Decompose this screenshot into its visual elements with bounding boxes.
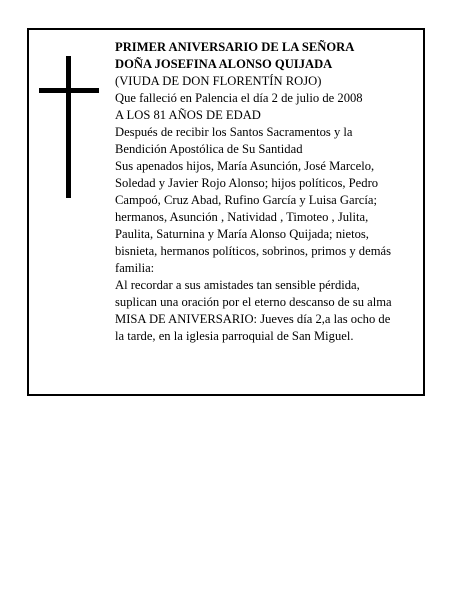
cross-vertical-bar <box>66 56 71 198</box>
family-line-1: Sus apenados hijos, María Asunción, José Marcelo, <box>115 159 375 173</box>
prayer-line-2: suplican una oración por el eterno descanso de su alma <box>115 295 392 309</box>
notice-title: PRIMER ANIVERSARIO DE LA SEÑORA <box>115 40 355 54</box>
notice-text <box>115 39 419 345</box>
family-line-5: Paulita, Saturnina y María Alonso Quijada; nietos, <box>115 227 369 241</box>
prayer-line-1: Al recordar a sus amistades tan sensible pérdida, <box>115 278 360 292</box>
mass-line-1: MISA DE ANIVERSARIO: Jueves día 2,a las ocho de <box>115 312 391 326</box>
sacraments-line-2: Bendición Apostólica de Su Santidad <box>115 142 303 156</box>
death-date-line: Que falleció en Palencia el día 2 de julio de 2008 <box>115 91 363 105</box>
sacraments-line-1: Después de recibir los Santos Sacramentos y la <box>115 125 353 139</box>
obituary-notice <box>27 28 425 396</box>
family-line-2: Soledad y Javier Rojo Alonso; hijos políticos, Pedro <box>115 176 379 190</box>
widow-of-line: (VIUDA DE DON FLORENTÍN ROJO) <box>115 74 322 88</box>
mass-line-2: la tarde, en la iglesia parroquial de San Miguel. <box>115 329 354 343</box>
family-line-6: bisnieta, hermanos políticos, sobrinos, primos y demás <box>115 244 391 258</box>
family-line-4: hermanos, Asunción , Natividad , Timoteo , Julita, <box>115 210 369 224</box>
family-line-3: Campoó, Cruz Abad, Rufino García y Luisa García; <box>115 193 377 207</box>
family-line-7: familia: <box>115 261 155 275</box>
deceased-name: DOÑA JOSEFINA ALONSO QUIJADA <box>115 57 333 71</box>
latin-cross-icon <box>39 56 99 198</box>
cross-horizontal-bar <box>39 88 99 93</box>
age-line: A LOS 81 AÑOS DE EDAD <box>115 108 261 122</box>
